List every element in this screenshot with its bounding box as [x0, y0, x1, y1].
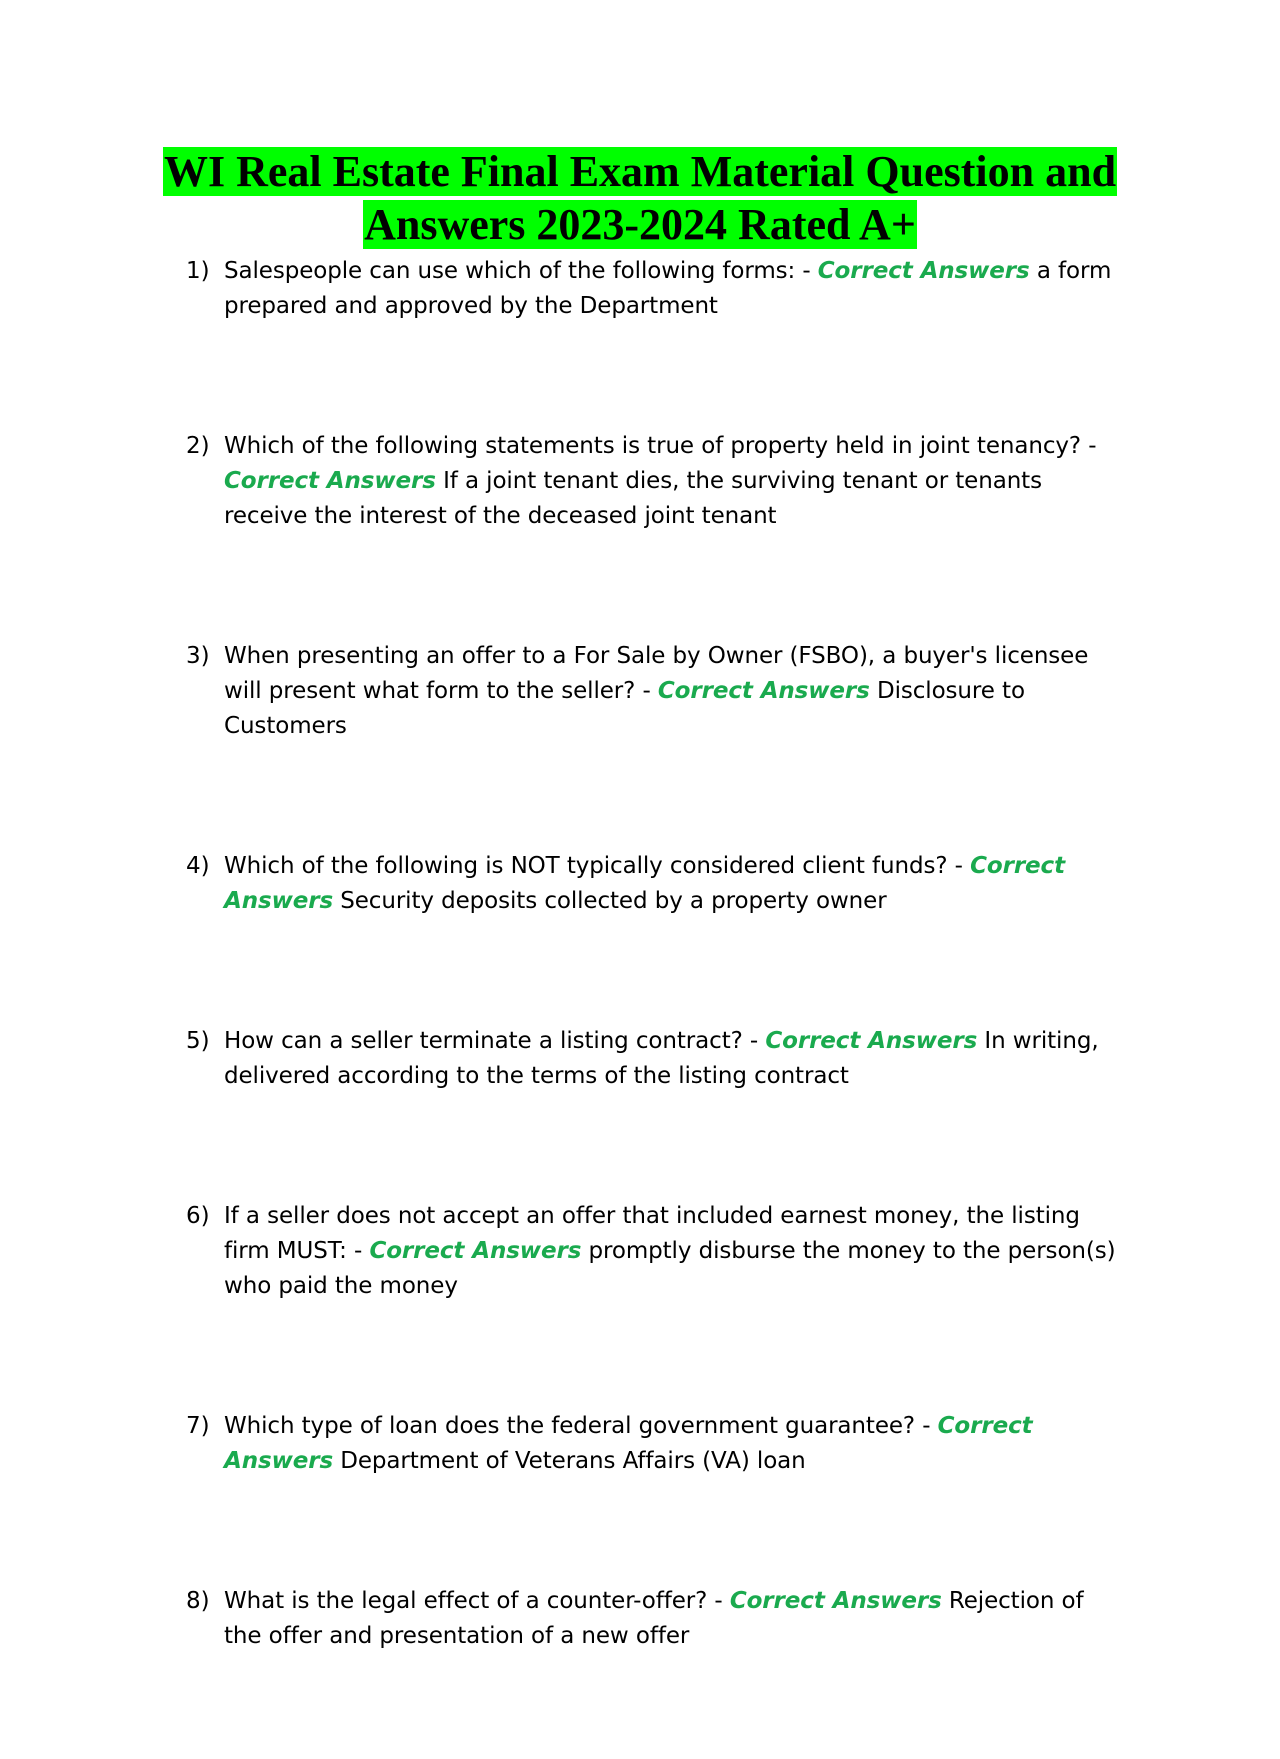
- answer-text: Department of Veterans Affairs (VA) loan: [333, 1448, 806, 1474]
- correct-answers-label: Correct Answers: [657, 678, 870, 704]
- qa-number: 2): [186, 433, 210, 459]
- correct-answers-label: Correct Answers: [224, 468, 436, 494]
- question-text: If a seller does not accept an offer that included earnest money, the listing firm MUST: -: [224, 1203, 1080, 1264]
- correct-answers-label: Correct Answers: [224, 853, 1065, 914]
- qa-text: [224, 1024, 1120, 1094]
- question-text: Which of the following is NOT typically considered client funds? -: [224, 853, 971, 879]
- question-text: Which of the following statements is true of property held in joint tenancy? -: [224, 433, 1097, 459]
- qa-number: 7): [186, 1413, 210, 1439]
- correct-answers-label: Correct Answers: [765, 1028, 978, 1054]
- qa-text: [224, 1584, 1120, 1654]
- correct-answers-label: Correct Answers: [817, 258, 1030, 284]
- answer-text: In writing, delivered according to the terms of the listing contract: [224, 1028, 1099, 1089]
- qa-item-8: [186, 1584, 1120, 1654]
- correct-answers-label: Correct Answers: [729, 1588, 942, 1614]
- answer-text: a form prepared and approved by the Department: [224, 258, 1112, 319]
- question-text: What is the legal effect of a counter-offer? -: [224, 1588, 730, 1614]
- question-text: When presenting an offer to a For Sale by Owner (FSBO), a buyer's licensee will present what form to the seller? -: [224, 643, 1089, 704]
- answer-text: promptly disburse the money to the person(s) who paid the money: [224, 1238, 1116, 1299]
- qa-item-4: [186, 849, 1120, 919]
- qa-number: 6): [186, 1203, 210, 1229]
- qa-text: [224, 1409, 1120, 1479]
- qa-text: [224, 849, 1120, 919]
- question-answer-list: [186, 254, 1120, 1759]
- correct-answers-label: Correct Answers: [369, 1238, 582, 1264]
- answer-text: Rejection of the offer and presentation of a new offer: [224, 1588, 1084, 1649]
- question-text: Salespeople can use which of the following forms: -: [224, 258, 818, 284]
- qa-text: [224, 1199, 1120, 1304]
- qa-number: 4): [186, 853, 210, 879]
- qa-number: 3): [186, 643, 210, 669]
- qa-item-5: [186, 1024, 1120, 1094]
- qa-number: 5): [186, 1028, 210, 1054]
- qa-item-7: [186, 1409, 1120, 1479]
- qa-text: [224, 639, 1120, 744]
- qa-item-1: [186, 254, 1120, 324]
- qa-item-2: [186, 429, 1120, 534]
- answer-text: Disclosure to Customers: [224, 678, 1025, 739]
- qa-text: [224, 429, 1120, 534]
- qa-text: [224, 254, 1120, 324]
- correct-answers-label: Correct Answers: [224, 1413, 1033, 1474]
- question-text: Which type of loan does the federal government guarantee? -: [224, 1413, 938, 1439]
- question-text: How can a seller terminate a listing contract? -: [224, 1028, 766, 1054]
- qa-number: 8): [186, 1588, 210, 1614]
- qa-item-6: [186, 1199, 1120, 1304]
- document-title: [150, 145, 1130, 251]
- qa-number: 1): [186, 258, 210, 284]
- title-highlight: WI Real Estate Final Exam Material Question and Answers 2023-2024 Rated A+: [163, 147, 1117, 249]
- qa-item-3: [186, 639, 1120, 744]
- answer-text: If a joint tenant dies, the surviving tenant or tenants receive the interest of the deceased joint tenant: [224, 468, 1042, 529]
- answer-text: Security deposits collected by a property owner: [333, 888, 887, 914]
